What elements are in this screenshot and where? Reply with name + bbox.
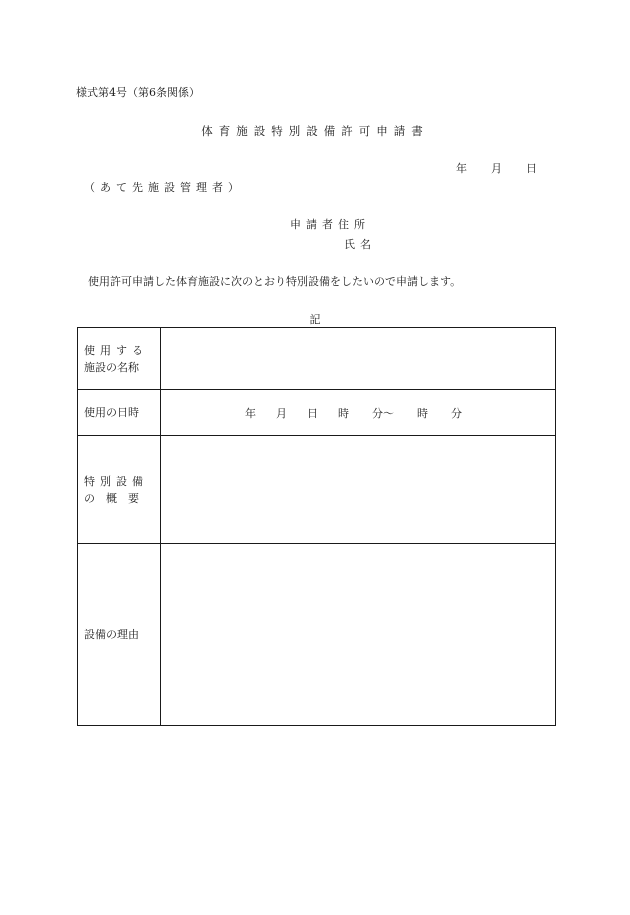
applicant-name-label: 氏名 [344,238,376,251]
facility-label-line2: 施設の名称 [84,360,139,374]
datetime-day: 日 [307,406,318,420]
applicant-address-label: 申請者住所 [290,218,370,231]
application-form-table [77,327,556,726]
reason-label: 設備の理由 [78,544,161,726]
date-day-label: 日 [526,162,537,175]
datetime-year: 年 [245,406,256,420]
summary-label-line1: 特別設備 [84,474,148,488]
date-month-label: 月 [491,162,502,175]
datetime-hour: 時 [338,406,349,420]
intro-text: 使用許可申請した体育施設に次のとおり特別設備をしたいので申請します。 [88,275,462,288]
datetime-hour-to: 時 [417,406,428,420]
summary-label-line2: の 概 要 [84,491,139,505]
table-row-datetime [78,390,556,436]
facility-name-label [78,328,161,390]
datetime-minute-to: 分 [451,406,462,420]
datetime-label: 使用の日時 [78,390,161,436]
reason-field[interactable] [161,544,556,726]
form-number: 様式第4号（第6条関係） [76,86,200,99]
ki-heading: 記 [309,313,321,326]
facility-label-line1: 使用する [84,343,148,357]
datetime-minute-from: 分～ [372,406,394,420]
summary-field[interactable] [161,436,556,544]
table-row-reason [78,544,556,726]
datetime-field[interactable] [161,390,556,436]
facility-name-field[interactable] [161,328,556,390]
addressee: （あて先施設管理者） [84,181,244,194]
datetime-month: 月 [276,406,287,420]
application-date-line [456,160,537,176]
table-row-summary [78,436,556,544]
table-row-facility [78,328,556,390]
date-year-label: 年 [456,162,467,175]
summary-label [78,436,161,544]
document-title: 体育施設特別設備許可申請書 [201,124,429,138]
